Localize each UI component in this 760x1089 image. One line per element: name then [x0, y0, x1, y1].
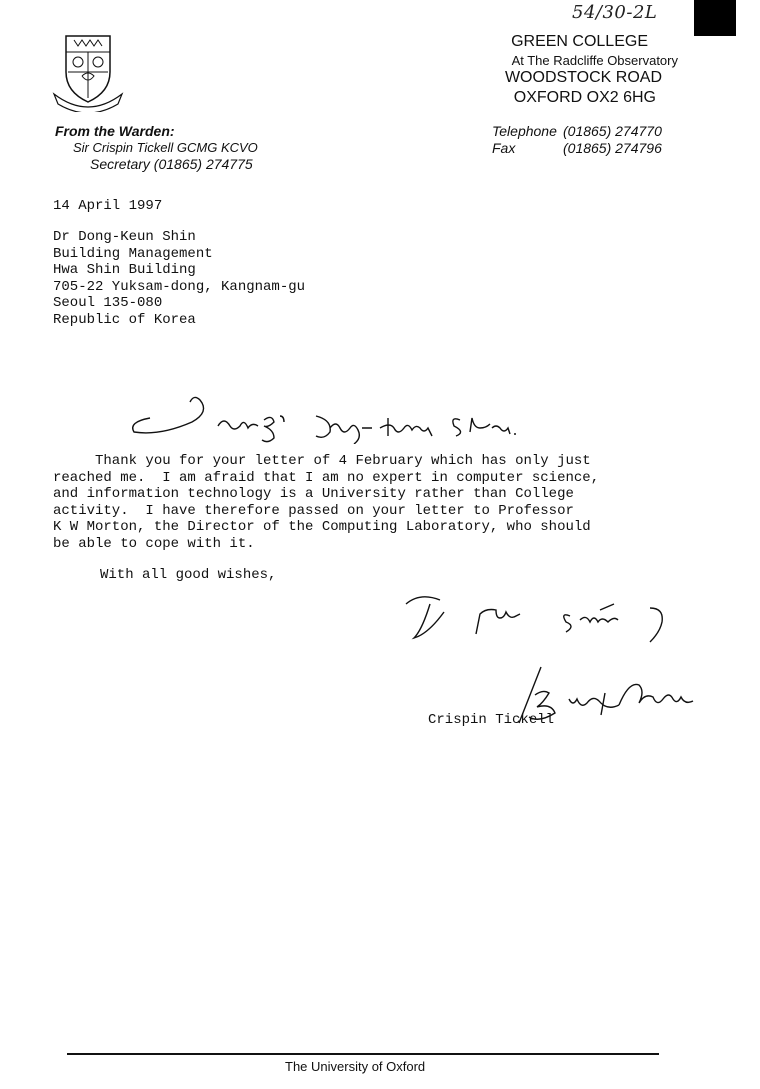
body-line: reached me. I am afraid that I am no expert in computer science, — [53, 469, 600, 486]
fax-number: (01865) 274796 — [563, 140, 662, 156]
reference-note: 54/30-2L — [572, 2, 658, 23]
body-line: activity. I have therefore passed on your letter to Professor — [53, 502, 574, 519]
secretary-phone: Secretary (01865) 274775 — [90, 156, 253, 172]
closing-line: With all good wishes, — [100, 567, 277, 583]
letterhead-city: OXFORD OX2 6HG — [513, 89, 656, 106]
recipient-address — [53, 229, 305, 328]
signatory-name: Crispin Tickell — [428, 712, 555, 728]
footer-university: The University of Oxford — [285, 1059, 426, 1074]
handwritten-salutation — [130, 392, 530, 444]
redaction-block — [694, 0, 736, 36]
body-line: Thank you for your letter of 4 February which has only just — [53, 453, 591, 469]
address-line: Dr Dong-Keun Shin — [53, 229, 196, 245]
letter-body — [53, 453, 599, 552]
address-line: Hwa Shin Building — [53, 262, 196, 278]
letterhead-location: At The Radcliffe Observatory — [511, 53, 678, 68]
address-line: 705-22 Yuksam-dong, Kangnam-gu — [53, 278, 306, 295]
letterhead-college: GREEN COLLEGE — [511, 33, 648, 50]
letter-date: 14 April 1997 — [53, 198, 163, 214]
address-line: Republic of Korea — [53, 311, 196, 328]
address-line: Building Management — [53, 245, 213, 262]
body-line: K W Morton, the Director of the Computing Laboratory, who should — [53, 519, 591, 535]
telephone-number: (01865) 274770 — [563, 123, 662, 139]
body-line: and information technology is a University rather than College — [53, 486, 574, 502]
warden-name: Sir Crispin Tickell GCMG KCVO — [73, 140, 258, 155]
footer-rule — [67, 1053, 659, 1055]
handwritten-yours-sincerely — [400, 590, 680, 650]
body-line: be able to cope with it. — [53, 535, 255, 552]
handwritten-signature — [515, 665, 730, 745]
fax-label: Fax — [492, 140, 516, 156]
telephone-label: Telephone — [492, 123, 557, 139]
address-line: Seoul 135-080 — [53, 295, 163, 311]
college-crest-icon — [48, 30, 128, 112]
letterhead-road: WOODSTOCK ROAD — [504, 69, 662, 86]
from-label: From the Warden: — [55, 123, 175, 139]
